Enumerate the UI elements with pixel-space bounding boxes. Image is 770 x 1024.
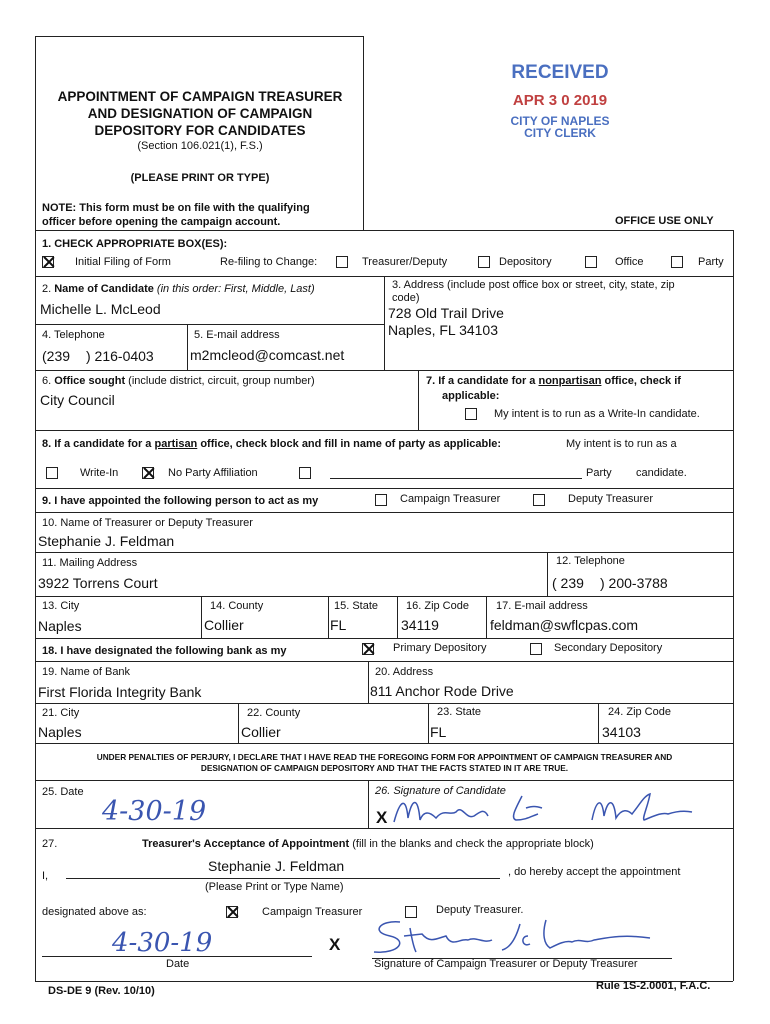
s11-label: 11. Mailing Address [42, 557, 138, 569]
rule-s23-s24-divider [598, 703, 599, 743]
s7-label-u: nonpartisan [538, 375, 602, 387]
rule-s25-top [35, 780, 733, 781]
rule-s13-s14-divider [201, 596, 202, 638]
bank-state[interactable]: FL [430, 724, 447, 740]
title-line-2: AND DESIGNATION OF CAMPAIGN [87, 106, 313, 121]
candidate-address-line2[interactable]: Naples, FL 34103 [388, 322, 498, 338]
treasurer-signature-label: Signature of Campaign Treasurer or Deputy Treasurer [374, 958, 638, 970]
s27-i: I, [42, 870, 49, 882]
rule-s14-s15-divider [328, 596, 329, 638]
campaign-treasurer-label: Campaign Treasurer [400, 493, 501, 505]
s27-num: 27. [42, 838, 58, 850]
s15-label: 15. State [334, 600, 379, 612]
rule-s6-top [35, 370, 733, 371]
treasurer-county[interactable]: Collier [204, 617, 244, 633]
rule-s19-top [35, 661, 733, 662]
form-border-top [35, 36, 363, 37]
statute: (Section 106.021(1), F.S.) [137, 140, 263, 152]
refiling-label: Re-filing to Change: [220, 256, 318, 268]
s27-designated: designated above as: [42, 906, 147, 918]
treasurer-email[interactable]: feldman@swflcpas.com [490, 617, 639, 633]
rule-s10-top [35, 512, 733, 513]
candidate-phone-area[interactable]: (239 [42, 348, 71, 364]
rule-s15-s16-divider [397, 596, 398, 638]
rule-s18-top [35, 638, 733, 639]
candidate-signature-date[interactable]: 4-30-19 [102, 796, 207, 827]
s16-label: 16. Zip Code [406, 600, 469, 612]
office-label: Office [615, 256, 644, 268]
rule-s11-top [35, 552, 733, 553]
candidate-address-line1[interactable]: 728 Old Trail Drive [388, 305, 504, 321]
office-sought[interactable]: City Council [40, 392, 115, 408]
stamp-clerk: CITY CLERK [524, 126, 596, 140]
s7-label-2: applicable: [442, 390, 500, 402]
secondary-depository-checkbox[interactable] [530, 643, 542, 655]
s8-intent: My intent is to run as a [566, 438, 677, 450]
candidate-signature[interactable] [392, 790, 712, 830]
primary-depository-checkbox[interactable] [362, 643, 374, 655]
treasurer-phone-number[interactable]: ) 200-3788 [600, 575, 668, 591]
s12-label: 12. Telephone [556, 555, 625, 567]
title-line-3: DEPOSITORY FOR CANDIDATES [94, 123, 306, 138]
rule-s2-s3-divider [384, 276, 385, 370]
rule-s16-s17-divider [486, 596, 487, 638]
s14-label: 14. County [210, 600, 264, 612]
s6-label-bold: Office sought [54, 375, 126, 387]
rule-s8-top [35, 430, 733, 431]
treasurer-zip[interactable]: 34119 [401, 617, 439, 633]
treasurer-phone-area[interactable]: ( 239 [552, 575, 584, 591]
s8-label-u: partisan [154, 438, 198, 450]
rule-s4-top [35, 324, 384, 325]
party-name-checkbox[interactable] [299, 467, 311, 479]
no-party-affiliation-label: No Party Affiliation [168, 467, 258, 479]
bank-city[interactable]: Naples [38, 724, 82, 740]
s7-label-a: 7. If a candidate for a [426, 375, 539, 387]
perjury-statement [36, 752, 733, 774]
s23-label: 23. State [437, 706, 482, 718]
write-in-nonpartisan-label: My intent is to run as a Write-In candidate. [494, 408, 700, 420]
rule-perjury-top [35, 743, 733, 744]
treasurer-date-line [42, 956, 312, 957]
s9-label: 9. I have appointed the following person to act as my [42, 495, 319, 507]
s1-label: 1. CHECK APPROPRIATE BOX(ES): [42, 238, 228, 250]
office-use-only: OFFICE USE ONLY [615, 215, 714, 227]
s3-label-1: 3. Address (include post office box or street, city, state, zip [392, 279, 675, 291]
s27-title [142, 838, 594, 850]
s27-title-rest: (fill in the blanks and check the appropriate block) [349, 838, 594, 850]
bank-name[interactable]: First Florida Integrity Bank [38, 684, 202, 700]
rule-s11-s12-divider [547, 552, 548, 596]
candidate-signature-x: X [376, 808, 388, 827]
s8-label [42, 438, 501, 450]
s19-label: 19. Name of Bank [42, 666, 131, 678]
s6-label-rest: (include district, circuit, group number) [125, 375, 315, 387]
bank-zip[interactable]: 34103 [602, 724, 641, 740]
stamp-city: CITY OF NAPLES [510, 114, 610, 128]
s18-label: 18. I have designated the following bank as my [42, 645, 287, 657]
s4-label: 4. Telephone [42, 329, 105, 341]
s8-label-b: office, check block and fill in name of party as applicable: [197, 438, 502, 450]
treasurer-state[interactable]: FL [330, 617, 347, 633]
form-id: DS-DE 9 (Rev. 10/10) [48, 985, 155, 997]
s25-label: 25. Date [42, 786, 84, 798]
s17-label: 17. E-mail address [496, 600, 588, 612]
party-checkbox[interactable] [671, 256, 683, 268]
form-title [36, 88, 364, 139]
candidate-word: candidate. [636, 467, 687, 479]
rule-s1-top [35, 230, 733, 231]
candidate-phone-number[interactable]: ) 216-0403 [86, 348, 154, 364]
bank-address[interactable]: 811 Anchor Rode Drive [370, 683, 514, 699]
s21-label: 21. City [42, 707, 80, 719]
primary-depository-label: Primary Depository [393, 642, 487, 654]
rule-s4-s5-divider [187, 324, 188, 370]
treasurer-signature-x: X [329, 935, 341, 954]
s27-title-bold: Treasurer's Acceptance of Appointment [142, 838, 350, 850]
s2-label-rest: (in this order: First, Middle, Last) [153, 283, 315, 295]
s3-label-2: code) [392, 292, 420, 304]
treasurer-name[interactable]: Stephanie J. Feldman [38, 533, 175, 549]
treasurer-date-label: Date [166, 958, 190, 970]
rule-s22-s23-divider [428, 703, 429, 743]
acceptance-campaign-treasurer-checkbox[interactable] [226, 906, 238, 918]
s2-label [42, 283, 315, 295]
rule-s25-s26-divider [368, 780, 369, 828]
s26-label: 26. Signature of Candidate [375, 785, 506, 797]
s13-label: 13. City [42, 600, 80, 612]
treasurer-city[interactable]: Naples [38, 618, 82, 634]
stamp-date: APR 3 0 2019 [512, 92, 608, 109]
acceptance-campaign-treasurer-label: Campaign Treasurer [262, 906, 363, 918]
s6-label-num: 6. [42, 375, 55, 387]
s7-label-b: office, check if [601, 375, 681, 387]
stamp-received: RECEIVED [511, 62, 609, 83]
note-line-1: NOTE: This form must be on file with the qualifying [42, 202, 310, 214]
bank-county[interactable]: Collier [241, 724, 281, 740]
deputy-treasurer-checkbox[interactable] [533, 494, 545, 506]
write-in-nonpartisan-checkbox[interactable] [465, 408, 477, 420]
s27-print-name: (Please Print or Type Name) [205, 881, 344, 893]
form-border-right [733, 230, 734, 981]
partisan-write-in-checkbox[interactable] [46, 467, 58, 479]
party-word: Party [586, 467, 612, 479]
s8-label-a: 8. If a candidate for a [42, 438, 155, 450]
note-line-2: officer before opening the campaign account. [42, 216, 281, 228]
s5-label: 5. E-mail address [194, 329, 280, 341]
acceptance-deputy-treasurer-label: Deputy Treasurer. [436, 904, 524, 916]
s2-label-num: 2. [42, 283, 55, 295]
office-checkbox[interactable] [585, 256, 597, 268]
acceptance-treasurer-name[interactable]: Stephanie J. Feldman [208, 858, 345, 874]
candidate-name[interactable]: Michelle L. McLeod [40, 301, 161, 317]
acceptance-name-line [66, 878, 500, 879]
rule-s13-top [35, 596, 733, 597]
secondary-depository-label: Secondary Depository [554, 642, 663, 654]
received-stamp [480, 62, 640, 139]
s27-accept: , do hereby accept the appointment [508, 866, 681, 878]
rule-s9-top [35, 488, 733, 489]
perjury-line-2: DESIGNATION OF CAMPAIGN DEPOSITORY AND THAT THE FACTS STATED IN IT ARE TRUE. [200, 763, 569, 773]
treasurer-mailing-address[interactable]: 3922 Torrens Court [38, 575, 158, 591]
campaign-treasurer-checkbox[interactable] [375, 494, 387, 506]
rule-s21-top [35, 703, 733, 704]
s2-label-bold: Name of Candidate [54, 283, 154, 295]
print-note: (PLEASE PRINT OR TYPE) [130, 172, 270, 184]
rule-s6-s7-divider [418, 370, 419, 430]
s10-label: 10. Name of Treasurer or Deputy Treasurer [42, 517, 253, 529]
rule-s27-top [35, 828, 733, 829]
deputy-treasurer-label: Deputy Treasurer [568, 493, 653, 505]
treasurer-signature[interactable] [360, 914, 660, 958]
title-line-1: APPOINTMENT OF CAMPAIGN TREASURER [57, 89, 343, 104]
s22-label: 22. County [247, 707, 301, 719]
no-party-affiliation-checkbox[interactable] [142, 467, 154, 479]
initial-filing-checkbox[interactable] [42, 256, 54, 268]
partisan-write-in-label: Write-In [80, 467, 119, 479]
s20-label: 20. Address [375, 666, 434, 678]
perjury-line-1: UNDER PENALTIES OF PERJURY, I DECLARE THAT I HAVE READ THE FOREGOING FORM FOR APPOINTMENT OF CAMPAIGN TREASURER AND [96, 752, 673, 762]
refiling-checkbox[interactable] [336, 256, 348, 268]
party-label: Party [698, 256, 724, 268]
s6-label [42, 375, 315, 387]
s24-label: 24. Zip Code [608, 706, 671, 718]
rule-s19-s20-divider [368, 661, 369, 703]
treasurer-deputy-label: Treasurer/Deputy [362, 256, 448, 268]
treasurer-signature-date[interactable]: 4-30-19 [112, 928, 213, 958]
depository-label: Depository [499, 256, 552, 268]
initial-filing-label: Initial Filing of Form [75, 256, 171, 268]
rule-citation: Rule 1S-2.0001, F.A.C. [596, 980, 711, 992]
party-name-line[interactable] [330, 478, 582, 479]
candidate-email[interactable]: m2mcleod@comcast.net [190, 347, 345, 363]
s7-label [426, 375, 681, 387]
depository-checkbox[interactable] [478, 256, 490, 268]
rule-s21-s22-divider [238, 703, 239, 743]
